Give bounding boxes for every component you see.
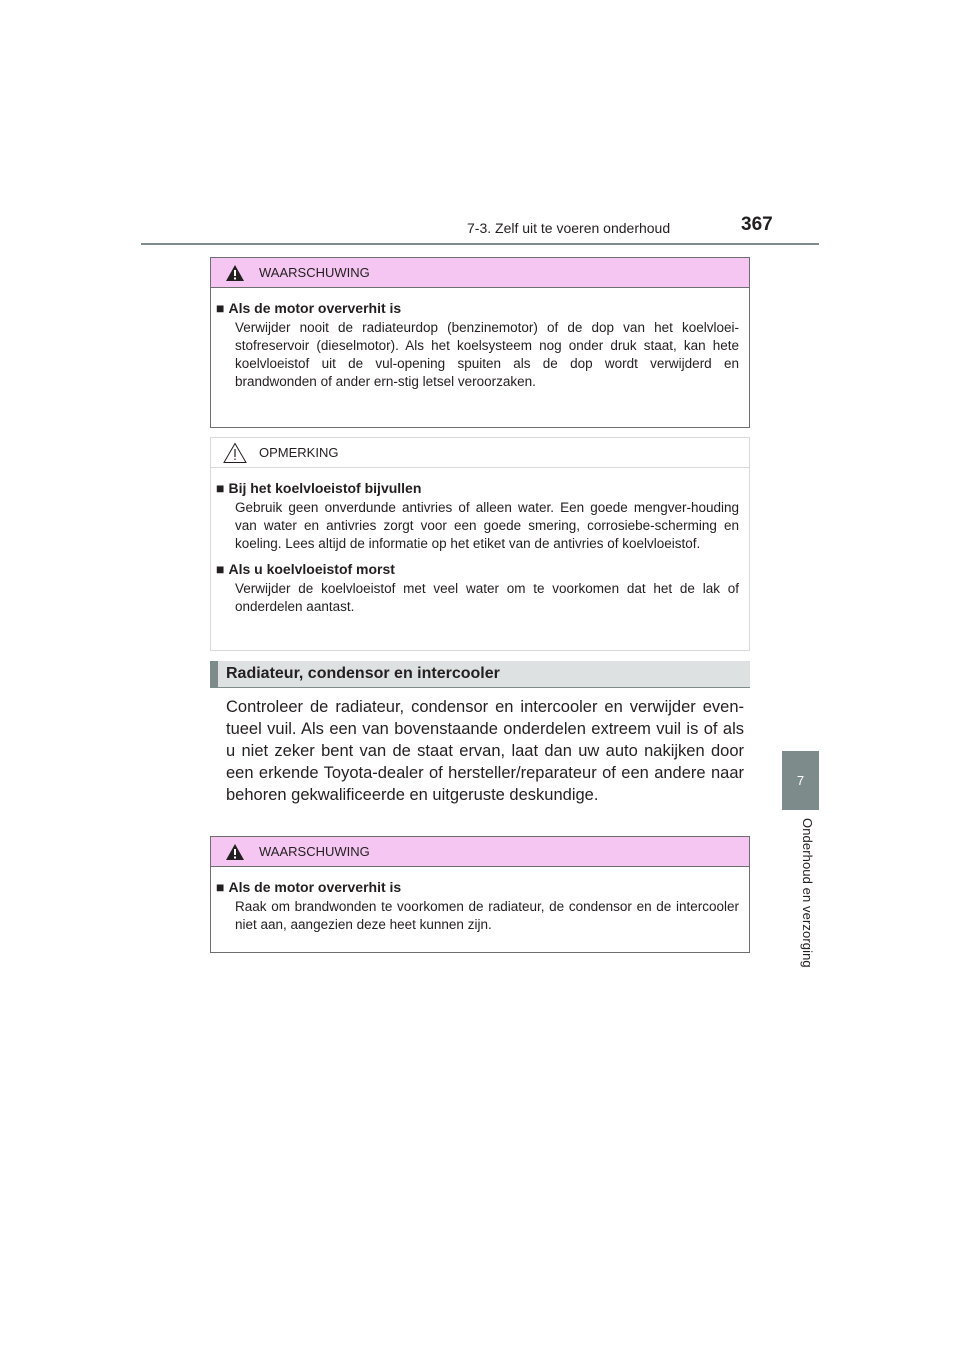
warning-triangle-outline-icon <box>211 442 259 464</box>
notice-box-header <box>211 438 749 468</box>
square-bullet-icon: ■ <box>216 879 225 895</box>
square-bullet-icon: ■ <box>216 480 225 496</box>
page-number: 367 <box>741 214 773 235</box>
notice-item <box>216 480 739 553</box>
warning-label: WAARSCHUWING <box>259 265 370 280</box>
square-bullet-icon: ■ <box>216 561 225 577</box>
warning-item <box>216 300 739 391</box>
warning-box <box>210 836 750 953</box>
chapter-title: Onderhoud en verzorging <box>800 818 815 968</box>
running-header: 7-3. Zelf uit te voeren onderhoud <box>467 220 671 236</box>
warning-item-title: Als de motor oververhit is <box>228 879 402 895</box>
warning-label: WAARSCHUWING <box>259 844 370 859</box>
notice-item <box>216 561 739 616</box>
warning-box-body <box>211 288 749 405</box>
notice-box <box>210 437 750 651</box>
square-bullet-icon: ■ <box>216 300 225 316</box>
notice-box-body <box>211 468 749 630</box>
warning-item-text: Verwijder nooit de radiateurdop (benzinemotor) of de dop van het koelvloei-stofreservoir (dieselmotor). Als het koelsysteem nog onder druk staat, kan hete koelvloeistof uit de vul-opening spuiten als de dop wordt verwijderd en brandwonden of ander ern-stig letsel veroorzaken. <box>235 320 739 389</box>
warning-box <box>210 257 750 428</box>
chapter-number: 7 <box>796 773 805 788</box>
section-heading: Radiateur, condensor en intercooler <box>210 661 750 688</box>
chapter-tab <box>782 751 819 810</box>
warning-triangle-filled-icon <box>211 264 259 282</box>
notice-label: OPMERKING <box>259 445 339 460</box>
warning-item-text: Raak om brandwonden te voorkomen de radiateur, de condensor en de intercooler niet aan, aangezien deze heet kunnen zijn. <box>235 899 739 932</box>
warning-triangle-filled-icon <box>211 843 259 861</box>
header-rule <box>141 243 819 245</box>
warning-box-header <box>211 837 749 867</box>
section-body-text: Controleer de radiateur, condensor en intercooler en verwijder even-tueel vuil. Als een van bovenstaande onderdelen extreem vuil is of als u niet zeker bent van de staat ervan, laat dan uw auto nakijken door een erkende Toyota-dealer of hersteller/reparateur of een andere naar behoren gekwalificeerde en uitgeruste deskundige. <box>226 698 744 804</box>
warning-box-header <box>211 258 749 288</box>
notice-item-text: Verwijder de koelvloeistof met veel water om te voorkomen dat het de lak of onderdelen aantast. <box>235 581 739 614</box>
notice-item-text: Gebruik geen onverdunde antivries of alleen water. Een goede mengver-houding van water en antivries zorgt voor een goede smering, corrosiebe-scherming en koeling. Lees altijd de informatie op het etiket van de antivries of koelvloeistof. <box>235 500 739 551</box>
warning-item-title: Als de motor oververhit is <box>228 300 402 316</box>
warning-box-body <box>211 867 749 948</box>
warning-item <box>216 879 739 934</box>
notice-item-title: Als u koelvloeistof morst <box>228 561 395 577</box>
notice-item-title: Bij het koelvloeistof bijvullen <box>228 480 422 496</box>
